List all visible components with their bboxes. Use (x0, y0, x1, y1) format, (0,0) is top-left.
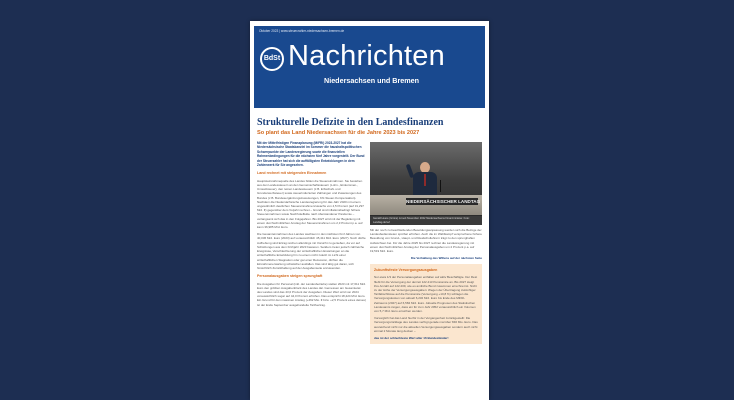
right-column (370, 228, 482, 344)
microphone-icon (440, 180, 441, 192)
article-headline: Strukturelle Defizite in den Landesfinanzen (257, 117, 444, 128)
continuation-note: Die Verhaltung des Willens auf der nächsten Seite (410, 256, 482, 261)
newsletter-page (250, 21, 489, 400)
info-box-title: Zukunftsfeste Versorgungsausgaben (374, 268, 438, 273)
paragraph: Mit der noch zu beschließenden Besoldungsanpassung werden sich die Bezüge der Landesbediensteten spürbar erhöhen. Auch die im Wahlkampf versprochene höhere Besoldung von Grund-, Haupt- und Realschullehrern trägt zu den sprunghaften Aufwüchsen bei. Für die Jahre 2025 bis 2027 rechnet die Landesregierung mit einem durchschnittlichen Anstieg der Personalausgaben um 2 Prozent p.a. auf 19,519 Mrd. Euro. (370, 228, 482, 254)
photo-caption: Gerald Heere (Grüne) ist seit November 2022 Niedersachsens Finanzminister. Foto: Landtag.de/vvl (370, 216, 482, 225)
newsletter-title: Nachrichten (288, 40, 445, 72)
left-column (257, 141, 366, 310)
landtag-nameplate: NIEDERSÄCHSISCHER LANDTAG (406, 199, 481, 204)
bdst-logo: BdSt (260, 47, 284, 71)
section-heading-einnahmen: Land rechnet mit steigenden Einnahmen (257, 171, 327, 176)
article-photo (370, 142, 482, 225)
section-heading-personalausgaben: Personalausgaben steigen sprunghaft (257, 274, 323, 279)
info-box-paragraph: Vorsorglich hat das Land hierfür in der Vergangenheit zurückgestellt: Die Versorgungsrücklage des Landes verfügt gerade mal über 846 Mio. Euro. Das ausreichend nicht nur die aktuellen Versorgungsausgaben sondern auch nicht einmal 2 Monate lang decken – (374, 316, 478, 333)
article-intro: Mit der Mittelfristigen Finanzplanung (MiFRi) 2023-2027 hat die Niedersächsische Staatskanzlei im Sommer die haushaltspolitischen Schwerpunkte der Landesregierung sowie die finanziellen Rahmenbedingungen für die nächsten fünf Jahre vorgestellt. Der Bund der Steuerzahler hat sich die auffälligsten Entwicklungen in dem Zahlenwerk für Sie angesehen. (257, 141, 365, 168)
paragraph: Die Ausgaben für Personal (inkl. der Landesbetriebe) stellen 2023 mit 17,611 Mrd. Euro den größten Ausgabenblock des Landes dar. Gemessen am Gesamtetat des Landes sind das 43,0 Prozent der Ausgaben. Dieser Wert wird von 2024 voraussichtlich sogar auf 44,0 Prozent erhöhen. Das entspricht 18,424 Mrd. Euro. Ein Grund für den massiven Anstieg (+462 Mio. € bzw. +2,5 Prozent eines deines) ist der Ende September ausgehandelte Tarifvertrag. (257, 281, 367, 307)
masthead (254, 26, 485, 108)
info-box-paragraph: Nur etwa 1/3 der Personalausgaben entfallen auf aktiv Beschäftigte. Der Rest fließt für die Versorgung der derzeit 122.413 Pensionäre an. Bis 2027 steigt ihre Anzahl auf 122.209, wie es amtliche Bund zusammen errechnet ist. Nicht zu der Höhe der Versorgungsausgaben: Wegen der Übertragung zukünftiger Tarifabschlüsse auf die Pensionäre (Versorgung +10,8 %) schlagen die Versorgungskosten von aktuell 6,232 Mrd. Euro bis Ende des MiFRi-Zeitraums (2027) auf 6,584 Mrd. Euro. Aktuelle Prognosen des Statistischen Landesamts zeigen, dass ein für zum Jahr 2052 voraussichtlich ein Volumen von 5,7 Mrd. Euro erreichen werden. (374, 275, 478, 314)
article-subheadline: So plant das Land Niedersachsen für die Jahre 2023 bis 2027 (257, 130, 420, 136)
info-box (370, 264, 482, 344)
newsletter-subtitle: Niedersachsen und Bremen (324, 76, 420, 85)
info-box-highlight: das ist der schlechteste Wert aller 16 Bundesländer! (374, 336, 449, 341)
paragraph: Hauptsteinnahmequelle des Landes bilden die Steuereinnahmen. Sie bestehen aus den Landessteuern an den Gemeinschaftssteuern (Lohn-, Einkommen-, Umsatzsteuer), den reinen Landessteuern (z.B. Erbschaft- und Grunderwerbsteuer) sowie steuerinduzierten Zahlungen und Zuweisungen des Bundes (z.B. Bundesergänzungszuweisungen, Kfz-Steuer-Kompensation). Nachdem die Niedersächsische Landesregierung für das Jahr 2020 mit einem ungewöhnlich deutlichen Steuereinnahmenzuwachs von 4,5 Prozent (auf 31,297 Mrd. €) gegenüber dem Vorjahr rechnet – Grund sind inflationsbedingt höhere Steuereinnahmen sowie Nachholeffekte nach überstandener Pandemie – verlangsamt sich das in den Folgejahren. Bis 2027 wird mit der Begleitung mit einem durchschnittlichen Anstieg der Steuereinnahmen um 2,3 Prozent p.a. auf kann 36,985 Mrd. Euro. (257, 178, 364, 230)
issue-meta: Oktober 2023 | www.steuerzahler-niedersachsen-bremen.de (259, 29, 345, 33)
paragraph: Die Gesamteinnahmen des Landes wachsen in den nächsten fünf Jahren von 40,036 Mrd. Euro (2023) auf voraussichtlich 45,411 Mrd. Euro (2027). Noch dürfte Aufhebung sind Ertrag reichen allerdings mit Vorsicht zu genießen, da vor auf Schätzungen aus dem Frühjahr 2023 basieren. Seitdem treten jedoch zahlreiche Ereignisse, Verschlechterung der wirtschaftlichen Erwartungen an die wirtschaftliche Entwicklung hin zu einem nicht zuletzt im Licht einer wirtschaftlichen Stagnation oder gar einer Rezession, dürften die Einnahmenerwartung schwächer ausfallen. Das sind tätig gut daran, sich hinsichtlich Zurückhaltung auf der Ausgabenseite anzuwenden. (257, 232, 366, 270)
